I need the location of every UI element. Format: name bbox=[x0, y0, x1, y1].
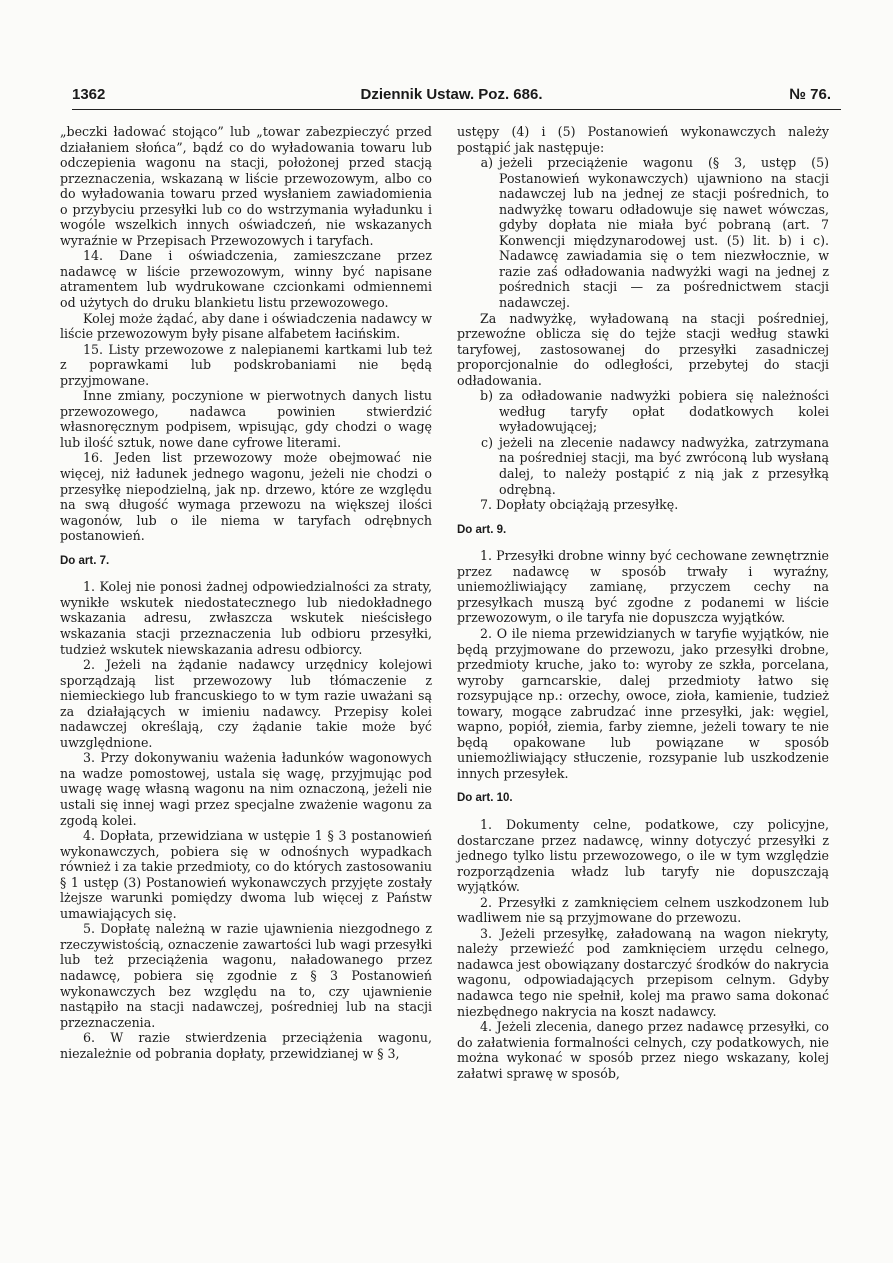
list-item bbox=[457, 155, 829, 310]
list-item bbox=[457, 435, 829, 497]
paragraph: 15. Listy przewozowe z nalepianemi kartkami lub też z poprawkami lub podskrobaniami nie będą przyjmowane. bbox=[60, 341, 432, 388]
paragraph: 14. Dane i oświadczenia, zamieszczane przez nadawcę w liście przewozowym, winny być napisane atramentem lub wydrukowane czcionkami odmiennemi od użytych do druku blankietu listu przewozowego. bbox=[60, 248, 432, 311]
paragraph: 6. W razie stwierdzenia przeciążenia wagonu, niezależnie od pobrania dopłaty, przewidzianej w § 3, bbox=[60, 1030, 432, 1061]
list-label: c) bbox=[481, 434, 493, 450]
paragraph: 4. Dopłata, przewidziana w ustępie 1 § 3 postanowień wykonawczych, pobiera się w odnośnych wypadkach również i za takie przedmioty, co do których zastosowaniu § 1 ustęp (3) Postanowień wykonawczych przyjęte zostały lżejsze warunki pomiędzy dwoma lub więcej z Państw umawiających się. bbox=[60, 828, 432, 921]
list-text: jeżeli na zlecenie nadawcy nadwyżka, zatrzymana na pośredniej stacji, ma być zwróconą lub wysłaną dalej, to należy postąpić z nią jak z przesyłką odrębną. bbox=[499, 434, 829, 497]
paragraph: „beczki ładować stojąco” lub „towar zabezpieczyć przed działaniem słońca”, bądź co do wyładowania towaru lub odczepienia wagonu na stacji, położonej przed stacją przeznaczenia, wskazaną w liście przewozowym, albo co do wyładowania towaru przed wysłaniem zawiadomienia o przybyciu przesyłki lub co do wstrzymania wyładunku i wogóle wszelkich innych oświadczeń, nie wskazanych wyraźnie w Przepisach Przewozowych i taryfach. bbox=[60, 124, 432, 248]
section-heading: Do art. 7. bbox=[60, 554, 110, 567]
paragraph: 4. Jeżeli zlecenia, danego przez nadawcę przesyłki, co do załatwienia formalności celnych, czy podatkowych, nie można wykonać w sposób przez niego wskazany, kolej załatwi sprawę w sposób, bbox=[457, 1019, 829, 1081]
paragraph: Inne zmiany, poczynione w pierwotnych danych listu przewozowego, nadawca powinien stwierdzić własnoręcznym podpisem, wpisując, gdy chodzi o wagę lub ilość sztuk, nowe dane cyfrowe literami. bbox=[60, 388, 432, 450]
right-column bbox=[457, 124, 829, 1081]
paragraph: 2. O ile niema przewidzianych w taryfie wyjątków, nie będą przyjmowane do przewozu, jako przesyłki drobne, przedmioty kruche, jako to: wyroby ze szkła, porcelana, wyroby garncarskie, dalej przedmioty łatwo się rozsypujące np.: orzechy, owoce, zioła, kamienie, tudzież towary, mogące zabrudzać inne przesyłki, jak: węgiel, wapno, popiół, ziemia, farby ziemne, jeżeli towary te nie będą opakowane lub powiązane w sposób uniemożliwiający stłuczenie, rozsypanie lub uszkodzenie innych przesyłek. bbox=[457, 625, 829, 781]
section-heading: Do art. 9. bbox=[457, 523, 507, 536]
paragraph: 16. Jeden list przewozowy może obejmować nie więcej, niż ładunek jednego wagonu, jeżeli nie chodzi o przesyłkę niepodzielną, jak np. drzewo, które ze względu na swą długość wymaga przewozu na większej ilości wagonów, lub o ile niema w taryfach odrębnych postanowień. bbox=[60, 450, 432, 544]
paragraph: 3. Jeżeli przesyłkę, załadowaną na wagon niekryty, należy przewieźć pod zamknięciem urzędu celnego, nadawca jest obowiązany dostarczyć środków do nakrycia wagonu, odpowiadających przepisom celnym. Gdyby nadawca tego nie spełnił, kolej ma prawo sama dokonać niezbędnego nakrycia na koszt nadawcy. bbox=[457, 925, 829, 1019]
paragraph: 3. Przy dokonywaniu ważenia ładunków wagonowych na wadze pomostowej, ustala się wagę, przyjmując pod uwagę wagę własną wagonu na nim oznaczoną, jeżeli nie ustali się innej wagi przez specjalne zważenie wagonu za zgodą kolei. bbox=[60, 750, 432, 828]
list-text: jeżeli przeciążenie wagonu (§ 3, ustęp (5) Postanowień wykonawczych) ujawniono na stacji nadawczej lub na jednej ze stacji pośrednich, to nadwyżkę towaru odładowuje się nawet wówczas, gdyby dopłata nie miała być pobraną (art. 7 Konwencji międzynarodowej ust. (5) lit. b) i c). Nadawcę zawiadamia się o tem niezwłocznie, w razie zaś odładowania nadwyżki wagi na jednej z pośrednich stacji — za pośrednictwem stacji nadawczej. bbox=[499, 155, 829, 311]
list-label: a) bbox=[480, 155, 493, 171]
list-text: za odładowanie nadwyżki pobiera się należności według taryfy opłat dodatkowych kolei wyładowującej; bbox=[499, 388, 829, 435]
section-heading: Do art. 10. bbox=[457, 792, 513, 805]
paragraph: 7. Dopłaty obciążają przesyłkę. bbox=[480, 497, 679, 513]
paragraph: 2. Przesyłki z zamknięciem celnem uszkodzonem lub wadliwem nie są przyjmowane do przewozu. bbox=[457, 894, 829, 926]
journal-title: Dziennik Ustaw. Poz. 686. bbox=[360, 86, 543, 103]
paragraph: 1. Przesyłki drobne winny być cechowane zewnętrznie przez nadawcę w sposób trwały i wyraźny, uniemożliwiający zamianę, przyczem cechy na przesyłkach muszą być zgodne z podanemi w liście przewozowym, o ile taryfa nie dopuszcza wyjątków. bbox=[457, 548, 829, 626]
paragraph: Za nadwyżkę, wyładowaną na stacji pośredniej, przewoźne oblicza się do tejże stacji według stawki taryfowej, zastosowanej do przesyłki zasadniczej proporcjonalnie do odległości, przebytej do stacji odładowania. bbox=[457, 310, 829, 388]
paragraph: 5. Dopłatę należną w razie ujawnienia niezgodnego z rzeczywistością, oznaczenie zawartości lub wagi przesyłki lub też przeciążenia wagonu, naładowanego przez nadawcę, pobiera się zgodnie z § 3 Postanowień wykonawczych bez względu na to, czy ujawnienie nastąpiło na stacji nadawczej, pośredniej lub na stacji przeznaczenia. bbox=[60, 921, 432, 1030]
paragraph: 1. Kolej nie ponosi żadnej odpowiedzialności za straty, wynikłe wskutek niedostatecznego lub niedokładnego wskazania adresu, zwłaszcza wskutek nieścisłego wskazania stacji przeznaczenia lub odbioru przesyłki, tudzież wskutek niewskazania adresu odbiorcy. bbox=[60, 579, 432, 657]
issue-number: № 76. bbox=[789, 86, 831, 103]
paragraph: Kolej może żądać, aby dane i oświadczenia nadawcy w liście przewozowym były pisane alfabetem łacińskim. bbox=[60, 310, 432, 342]
paragraph: 2. Jeżeli na żądanie nadawcy urzędnicy kolejowi sporządzają list przewozowy lub tłómaczenie z niemieckiego lub francuskiego to w tym razie uważani są za działających w imieniu nadawcy. Przepisy kolei nadawczej określają, czy żądanie takie może być uwzględnione. bbox=[60, 657, 432, 750]
paragraph: ustępy (4) i (5) Postanowień wykonawczych należy postąpić jak następuje: bbox=[457, 124, 829, 155]
page-header bbox=[72, 86, 831, 108]
left-column bbox=[60, 124, 432, 1061]
header-rule bbox=[72, 109, 841, 110]
list-item bbox=[457, 388, 829, 435]
list-label: b) bbox=[480, 388, 493, 404]
paragraph: 1. Dokumenty celne, podatkowe, czy policyjne, dostarczane przez nadawcę, winny dotyczyć przesyłki z jednego tylko listu przewozowego, o ile w tym względzie rozporządzenia władz lub taryfy nie dopuszczają wyjątków. bbox=[457, 816, 829, 895]
page-number: 1362 bbox=[72, 86, 106, 103]
